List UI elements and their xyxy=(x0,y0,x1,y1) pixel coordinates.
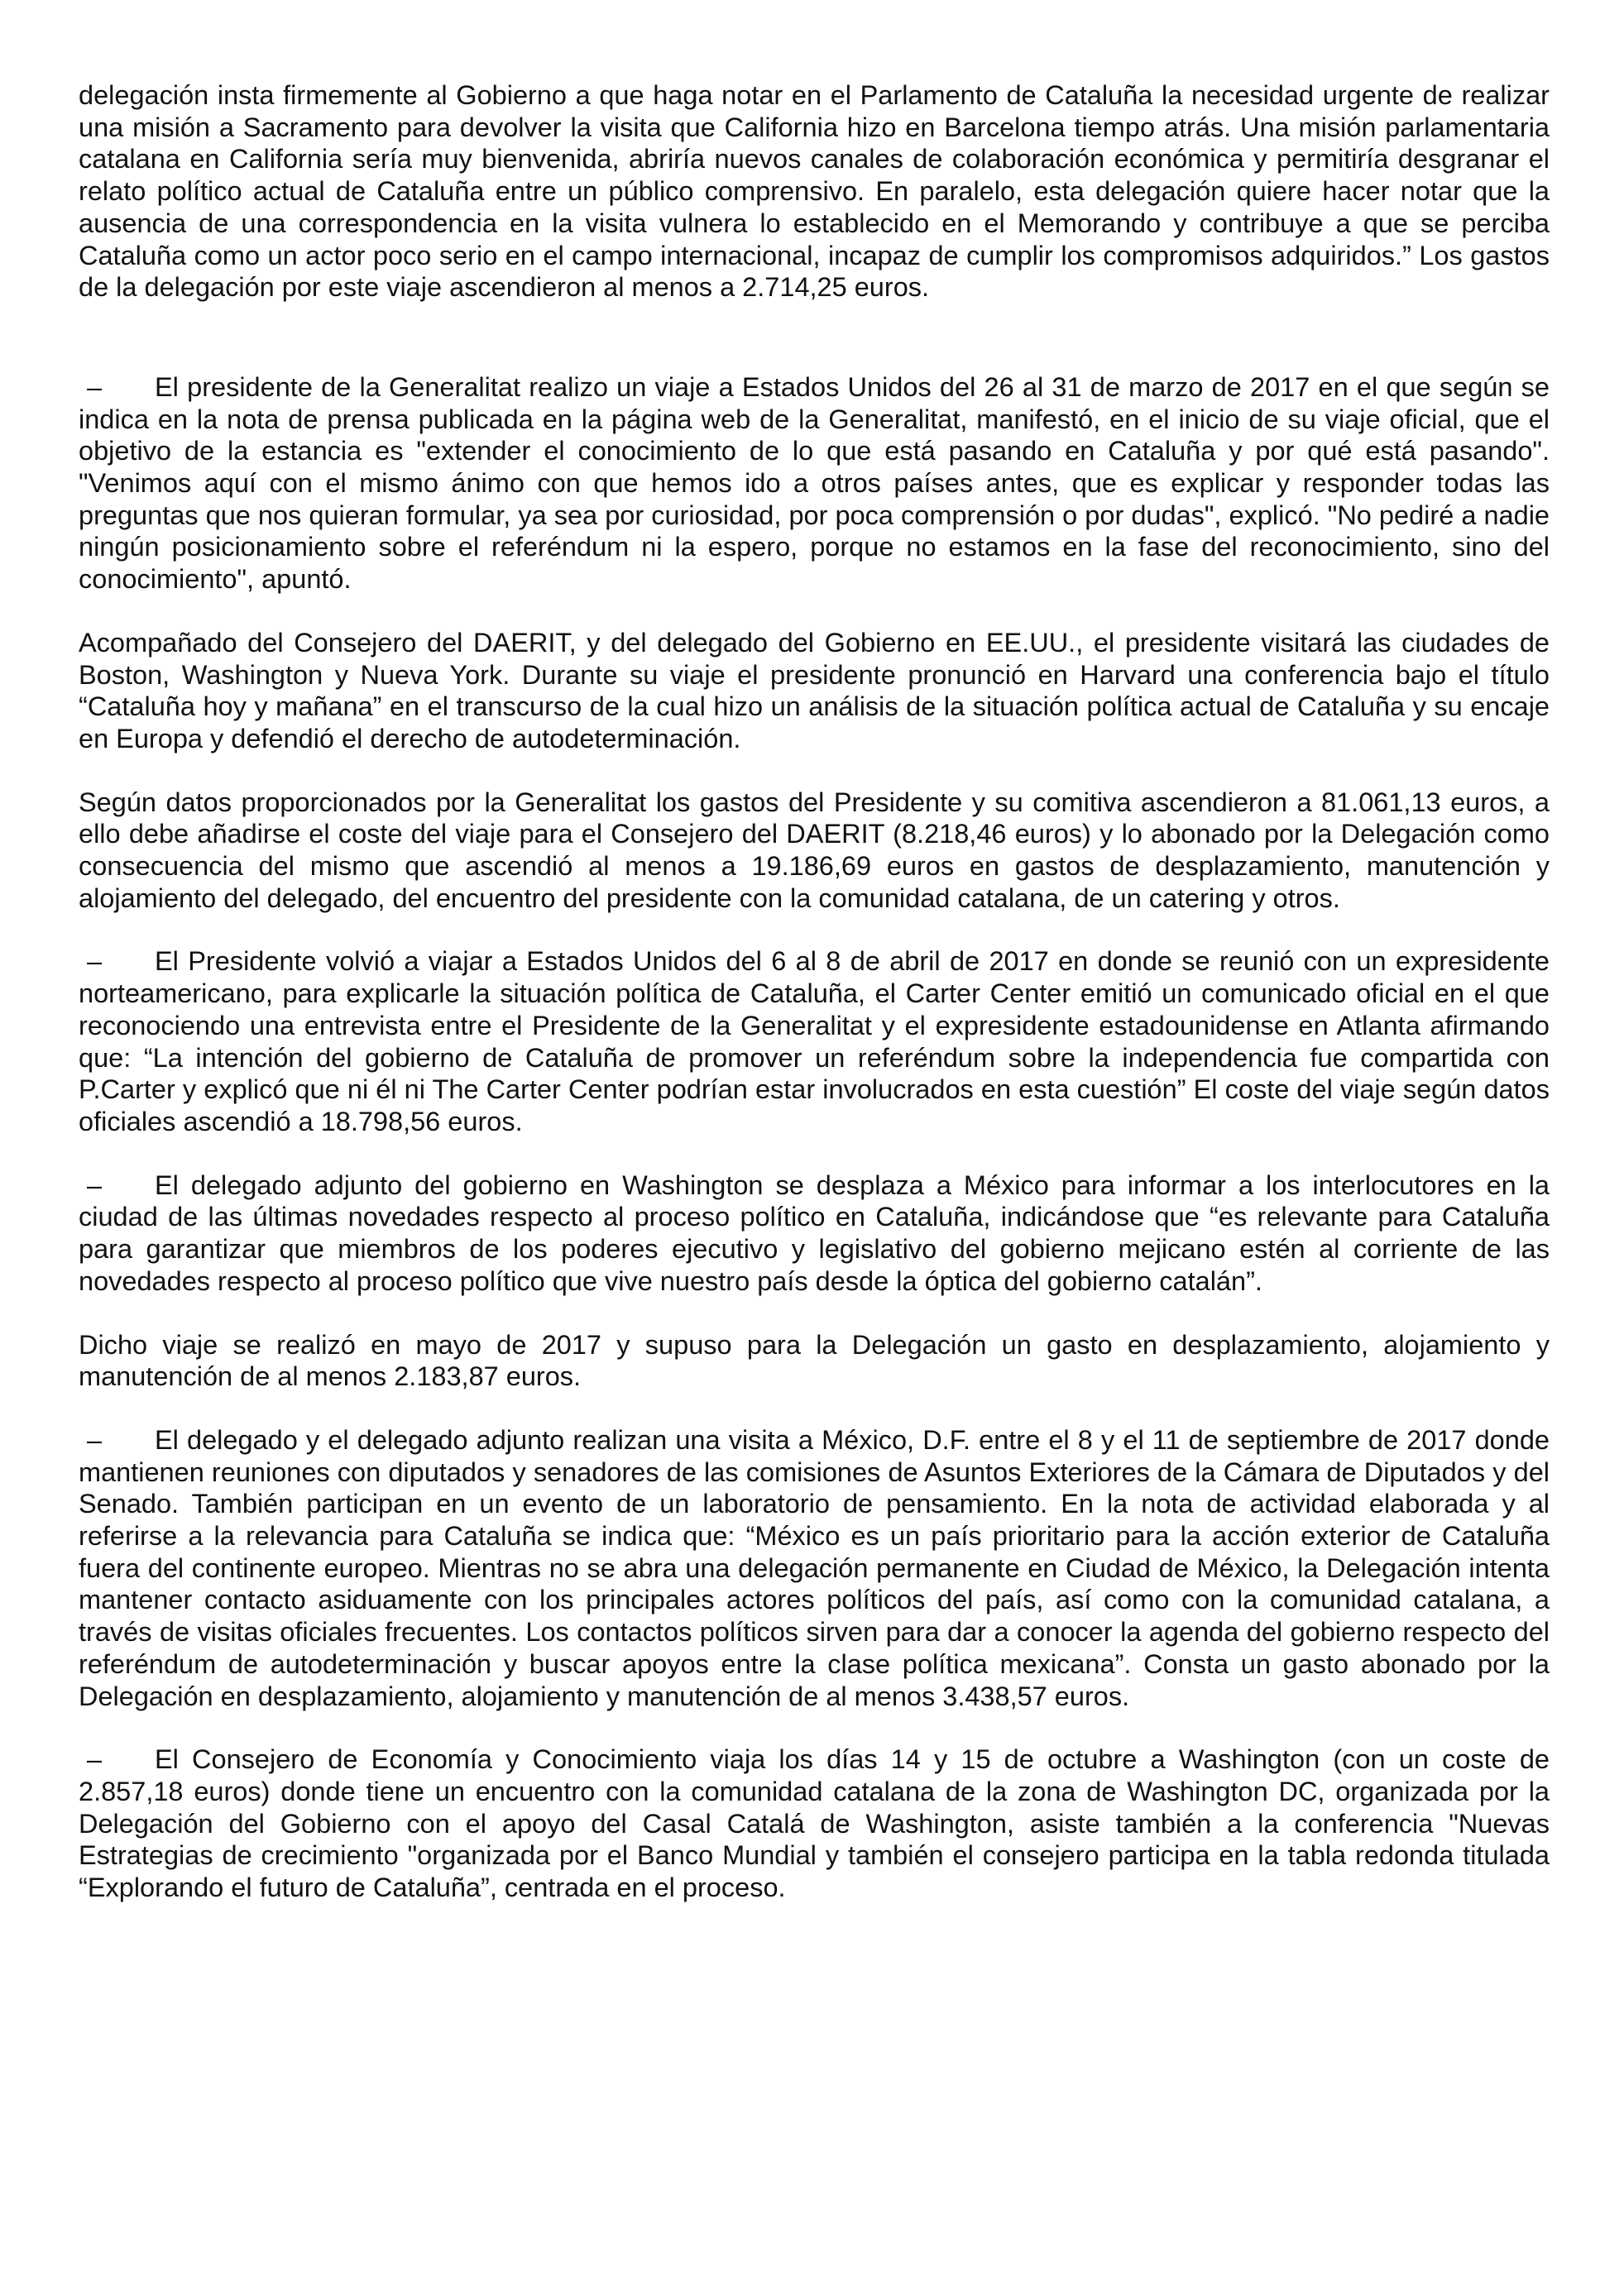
paragraph: Acompañado del Consejero del DAERIT, y del delegado del Gobierno en EE.UU., el presidente visitará las ciudades de Boston, Washington y Nueva York. Durante su viaje el presidente pronunció en Harvard una conferencia bajo el título “Cataluña hoy y mañana” en el transcurso de la cual hizo un análisis de la situación política actual de Cataluña y su encaje en Europa y defendió el derecho de autodeterminación. xyxy=(79,627,1550,753)
bullet-paragraph xyxy=(79,371,1550,596)
bullet-paragraph xyxy=(79,945,1550,1137)
document-page xyxy=(79,79,1550,1935)
paragraph: delegación insta firmemente al Gobierno a que haga notar en el Parlamento de Cataluña la necesidad urgente de realizar una misión a Sacramento para devolver la visita que California hizo en Barcelona tiempo atrás. Una misión parlamentaria catalana en California sería muy bienvenida, abriría nuevos canales de colaboración económica y permitiría desgranar el relato político actual de Cataluña entre un público comprensivo. En paralelo, esta delegación quiere hacer notar que la ausencia de una correspondencia en la visita vulnera lo establecido en el Memorando y contribuye a que se perciba Cataluña como un actor poco serio en el campo internacional, incapaz de cumplir los compromisos adquiridos.” Los gastos de la delegación por este viaje ascendieron al menos a 2.714,25 euros. xyxy=(79,80,1550,303)
paragraph-text: El presidente de la Generalitat realizo un viaje a Estados Unidos del 26 al 31 de marzo de 2017 en el que según se indica en la nota de prensa publicada en la página web de la Generalitat, manifestó, en el inicio de su viaje oficial, que el objetivo de la estancia es "extender el conocimiento de lo que está pasando en Cataluña y por qué está pasando". "Venimos aquí con el mismo ánimo con que hemos ido a otros países antes, que es explicar y responder todas las preguntas que nos quieran formular, ya sea por curiosidad, por poca comprensión o por dudas", explicó. "No pediré a nadie ningún posicionamiento sobre el referéndum ni la espero, porque no estamos en la fase del reconocimiento, sino del conocimiento", apuntó. xyxy=(79,371,1550,595)
dash-bullet-icon: – xyxy=(87,1744,103,1775)
dash-bullet-icon: – xyxy=(87,946,103,977)
paragraph-text: El Consejero de Economía y Conocimiento viaja los días 14 y 15 de octubre a Washington (con un coste de 2.857,18 euros) donde tiene un encuentro con la comunidad catalana de la zona de Washington DC, organizada por la Delegación del Gobierno con el apoyo del Casal Catalá de Washington, asiste también a la conferencia "Nuevas Estrategias de crecimiento "organizada por el Banco Mundial y también el consejero participa en la tabla redonda titulada “Explorando el futuro de Cataluña”, centrada en el proceso. xyxy=(79,1744,1550,1903)
dash-bullet-icon: – xyxy=(87,1170,103,1200)
bullet-paragraph xyxy=(79,1170,1550,1298)
paragraph-text: El Presidente volvió a viajar a Estados Unidos del 6 al 8 de abril de 2017 en donde se reunió con un expresidente norteamericano, para explicarle la situación política de Cataluña, el Carter Center emitió un comunicado oficial en el que reconociendo una entrevista entre el Presidente de la Generalitat y el expresidente estadounidense en Atlanta afirmando que: “La intención del gobierno de Cataluña de promover un referéndum sobre la independencia fue compartida con P.Carter y explicó que ni él ni The Carter Center podrían estar involucrados en esta cuestión” El coste del viaje según datos oficiales ascendió a 18.798,56 euros. xyxy=(79,946,1550,1136)
bullet-paragraph xyxy=(79,1744,1550,1904)
paragraph-text: El delegado y el delegado adjunto realizan una visita a México, D.F. entre el 8 y el 11 de septiembre de 2017 donde mantienen reuniones con diputados y senadores de las comisiones de Asuntos Exteriores de la Cámara de Diputados y del Senado. También participan en un evento de un laboratorio de pensamiento. En la nota de actividad elaborada y al referirse a la relevancia para Cataluña se indica que: “México es un país prioritario para la acción exterior de Cataluña fuera del continente europeo. Mientras no se abra una delegación permanente en Ciudad de México, la Delegación intenta mantener contacto asiduamente con los principales actores políticos del país, así como con la comunidad catalana, a través de visitas oficiales frecuentes. Los contactos políticos sirven para dar a conocer la agenda del gobierno respecto del referéndum de autodeterminación y buscar apoyos entre la clase política mexicana”. Consta un gasto abonado por la Delegación en desplazamiento, alojamiento y manutención de al menos 3.438,57 euros. xyxy=(79,1424,1550,1711)
paragraph-text: El delegado adjunto del gobierno en Washington se desplaza a México para informar a los interlocutores en la ciudad de las últimas novedades respecto al proceso político en Cataluña, indicándose que “es relevante para Cataluña para garantizar que miembros de los poderes ejecutivo y legislativo del gobierno mejicano estén al corriente de las novedades respecto al proceso político que vive nuestro país desde la óptica del gobierno catalán”. xyxy=(79,1170,1550,1296)
paragraph: Según datos proporcionados por la Generalitat los gastos del Presidente y su comitiva ascendieron a 81.061,13 euros, a ello debe añadirse el coste del viaje para el Consejero del DAERIT (8.218,46 euros) y lo abonado por la Delegación como consecuencia del mismo que ascendió al menos a 19.186,69 euros en gastos de desplazamiento, manutención y alojamiento del delegado, del encuentro del presidente con la comunidad catalana, de un catering y otros. xyxy=(79,787,1550,913)
paragraph: Dicho viaje se realizó en mayo de 2017 y supuso para la Delegación un gasto en desplazamiento, alojamiento y manutención de al menos 2.183,87 euros. xyxy=(79,1329,1550,1392)
dash-bullet-icon: – xyxy=(87,371,103,402)
bullet-paragraph xyxy=(79,1424,1550,1712)
dash-bullet-icon: – xyxy=(87,1424,103,1455)
